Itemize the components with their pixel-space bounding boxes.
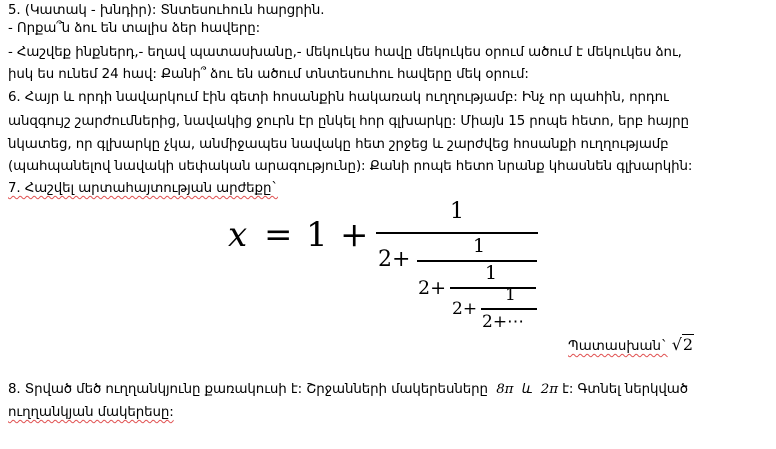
fraction-tail: 2+⋯	[482, 312, 525, 332]
fraction-denominator-prefix-2: 2+	[418, 277, 447, 299]
fraction-numerator-1: 1	[450, 199, 464, 224]
fraction-denominator-prefix-1: 2+	[378, 247, 411, 272]
formula-one: 1	[306, 215, 328, 255]
problem-7-answer	[568, 335, 694, 354]
fraction-denominator-prefix-3: 2+	[452, 299, 478, 319]
problem-5-question: - Որքա՞ն ձու են տալիս ձեր հավերը:	[8, 21, 261, 36]
problem-8-line-2: ուղղանկյան մակերեսը:	[8, 405, 174, 420]
fraction-numerator-2: 1	[473, 235, 486, 257]
fraction-numerator-3: 1	[485, 262, 498, 284]
fraction-numerator-4: 1	[505, 285, 516, 305]
problem-7-heading: 7. Հաշվել արտահայտության արժեքը`	[8, 181, 278, 196]
problem-8-text-end: է: Գտնել ներկված	[562, 382, 688, 397]
problem-6-line-3: նկատեց, որ գլխարկը չկա, անմիջապես նավակը հետ շրջեց և շարժվեց հոսանքի ուղղությամբ	[8, 137, 669, 152]
circle-area-2: 2π	[540, 382, 558, 397]
problem-8-text-start: 8. Տրված մեծ ուղղանկյունը քառակուսի է: Շրջանների մակերեսները	[8, 382, 488, 397]
problem-6-line-4: (պահպանելով նավակի սեփական արագությունը): Քանի րոպե հետո նրանք կհասնեն գլխարկին:	[8, 159, 693, 174]
circle-area-1: 8π	[496, 382, 514, 397]
problem-5-answer-line-2: իսկ ես ունեմ 24 հավ: Քանի՞ ձու են ածում տնտեսուհու հավերը մեկ օրում:	[8, 67, 529, 82]
fraction-bar-4	[481, 308, 537, 310]
problem-5-answer-line-1: - Հաշվեք ինքներդ,- եղավ պատասխանը,- մեկուկես հավը մեկուկես օրում ածում է մեկուկես ձու,	[8, 45, 682, 60]
problem-8-and: և	[521, 382, 533, 397]
problem-5-heading: 5. (Կատակ - խնդիր): Տնտեսուհուն հարցրին.	[8, 3, 325, 18]
formula-plus: +	[340, 215, 369, 255]
formula-variable: x	[228, 215, 248, 255]
answer-label: Պատասխան`	[568, 339, 668, 354]
problem-6-line-1: 6. Հայր և որդի նավարկում էին գետի հոսանքին հակառակ ուղղությամբ: Ինչ որ պահին, որդու	[8, 90, 669, 105]
sqrt-symbol: √2	[671, 335, 694, 354]
fraction-bar-3	[450, 287, 536, 289]
answer-value: 2	[682, 335, 694, 354]
fraction-bar-1	[376, 232, 538, 234]
formula-equals: =	[264, 215, 293, 255]
fraction-bar-2	[417, 260, 537, 262]
problem-8-line-1	[8, 381, 688, 399]
problem-6-line-2: անզգույշ շարժումներից, նավակից ջուրն էր ընկել հոր գլխարկը: Միայն 15 րոպե հետո, երբ հայրը	[8, 114, 689, 129]
